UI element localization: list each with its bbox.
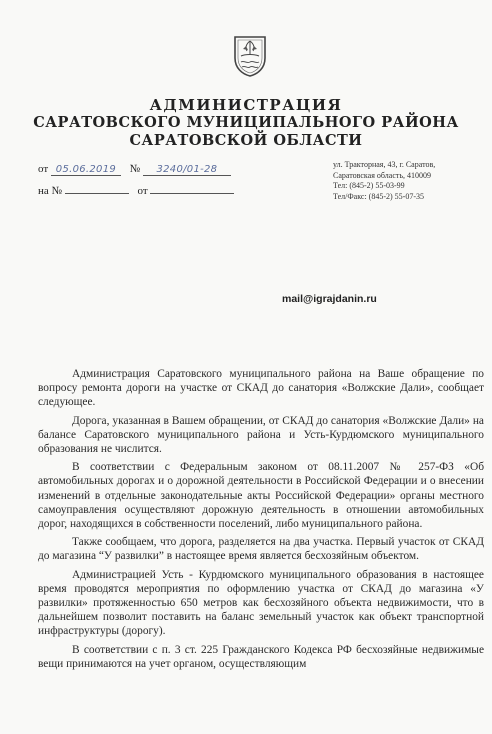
number-field (143, 163, 231, 176)
phone-line: Тел: (845-2) 55-03-99 (333, 181, 405, 190)
outgoing-registration (38, 163, 231, 176)
from-label: от (38, 163, 49, 175)
recipient-email: mail@igrajdanin.ru (282, 293, 377, 305)
date-field (51, 163, 121, 176)
coat-of-arms-icon (232, 34, 268, 78)
to-from-label: от (137, 185, 148, 197)
number-label: № (129, 163, 141, 175)
incoming-registration (38, 183, 234, 197)
incoming-number-field (65, 183, 129, 194)
body-paragraph-4: Также сообщаем, что дорога, разделяется на два участка. Первый участок от СКАД до магазина “У развилки” в настоящее время является бесхозяйным объектом. (38, 536, 484, 563)
body-paragraph-2: Дорога, указанная в Вашем обращении, от СКАД до санатория «Волжские Дали» на балансе Саратовского муниципального района и Усть-Курдюмского муниципального образования не числится. (38, 414, 484, 456)
body-paragraph-1: Администрация Саратовского муниципального района на Ваше обращение по вопросу ремонта дороги на участке от СКАД до санатория «Волжские Дали», сообщает следующее. (38, 368, 484, 409)
incoming-date-field (150, 183, 234, 194)
body-paragraph-3: В соответствии с Федеральным законом от 08.11.2007 № 257-ФЗ «Об автомобильных дорогах и о дорожной деятельности в Российской Федерации и о внесении изменений в отдельные законодательные акты Российской Федерации» органы местного самоуправления осуществляют дорожную деятельность в отношении автомобильных дорог, находящихся в собственности поселений, либо муниципального района. (38, 461, 484, 531)
address-line1: ул. Тракторная, 43, г. Саратов, (333, 160, 436, 169)
org-name-line2: САРАТОВСКОГО МУНИЦИПАЛЬНОГО РАЙОНА (33, 114, 459, 131)
outgoing-number: 3240/01-28 (156, 164, 218, 175)
outgoing-date: 05.06.2019 (55, 164, 117, 175)
body-paragraph-5: Администрацией Усть - Курдюмского муниципального образования в настоящее время проводятся мероприятия по оформлению участка от СКАД до магазина «У развилки» протяженностью 650 метров как бесхозяйного объекта недвижимости, что в дальнейшем позволит поставить на баланс земельный участок как объект транспортной инфраструктуры (дорогу). (38, 568, 484, 638)
letter-body (38, 367, 484, 675)
org-address (333, 160, 435, 202)
fax-line: Тел/Факс: (845-2) 55-07-35 (333, 191, 424, 201)
body-paragraph-6: В соответствии с п. 3 ст. 225 Гражданского Кодекса РФ бесхозяйные недвижимые вещи принимаются на учет органом, осуществляющим (38, 643, 484, 670)
org-name-line1: АДМИНИСТРАЦИЯ (149, 96, 343, 114)
address-line2: Саратовская область, 410009 (333, 170, 432, 180)
to-label: на № (38, 185, 63, 197)
org-name-line3: САРАТОВСКОЙ ОБЛАСТИ (129, 132, 363, 149)
